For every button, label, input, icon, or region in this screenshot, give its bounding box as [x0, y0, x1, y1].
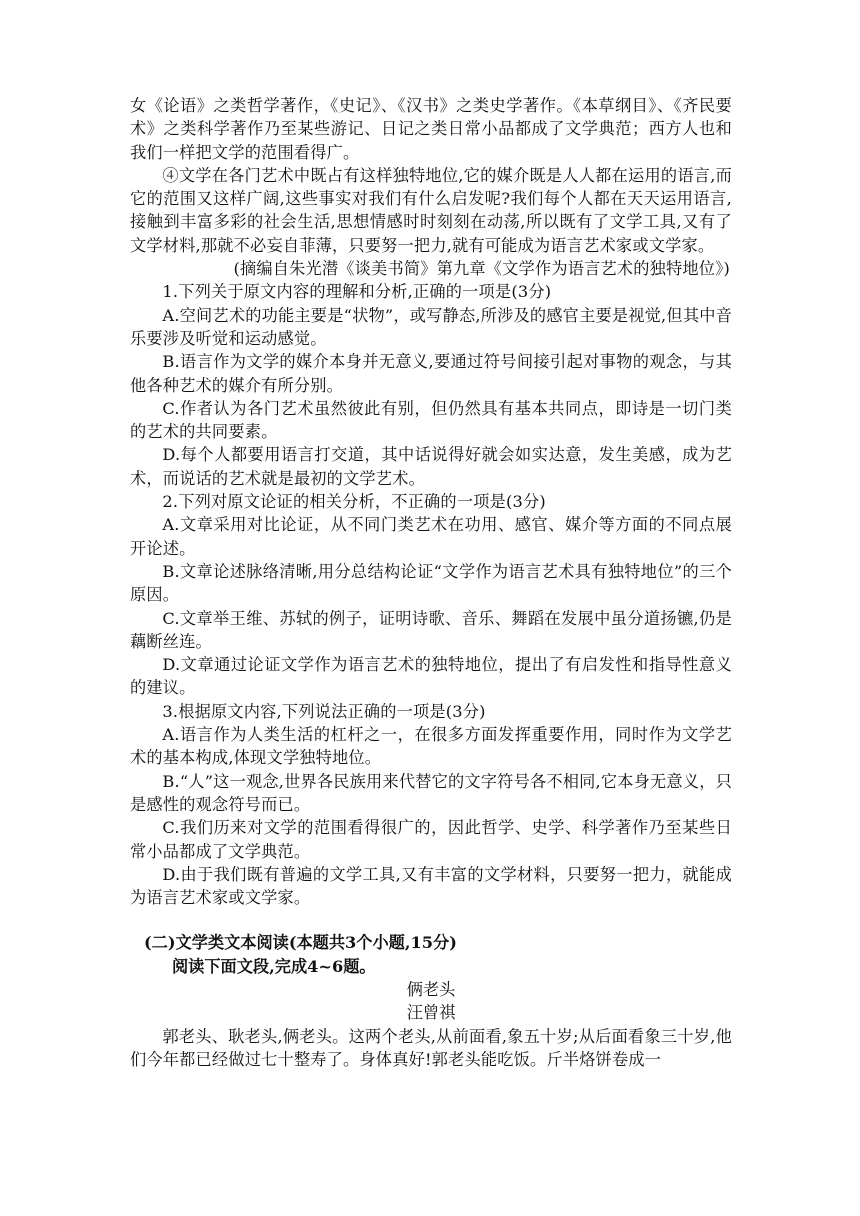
question-2-stem: 2.下列对原文论证的相关分析，不正确的一项是(3分): [162, 492, 546, 512]
story-author: 汪曾祺: [406, 1003, 456, 1023]
question-1-option-c: C.作者认为各门艺术虽然彼此有别，但仍然具有基本共同点，即诗是一切门类的艺术的共同要素。: [130, 398, 732, 442]
question-1-option-b: B.语言作为文学的媒介本身并无意义,要通过符号间接引起对事物的观念，与其他各种艺术的媒介有所分别。: [130, 352, 732, 395]
passage-source: (摘编自朱光潜《谈美书简》第九章《文学作为语言艺术的独特地位》): [233, 259, 730, 279]
question-3-option-d: D.由于我们既有普遍的文学工具,又有丰富的文学材料，只要努一把力，就能成为语言艺术家或文学家。: [130, 864, 732, 908]
question-1-option-a: A.空间艺术的功能主要是“状物”，或写静态,所涉及的感官主要是视觉,但其中音乐要涉及听觉和运动感觉。: [130, 305, 732, 348]
question-2-option-d: D.文章通过论证文学作为语言艺术的独特地位，提出了有启发性和指导性意义的建议。: [130, 655, 732, 698]
question-2-option-a: A.文章采用对比论证，从不同门类艺术在功用、感官、媒介等方面的不同点展开论述。: [130, 515, 732, 558]
question-3-stem: 3.根据原文内容,下列说法正确的一项是(3分): [162, 701, 486, 721]
passage-paragraph-4: ④文学在各门艺术中既占有这样独特地位,它的媒介既是人人都在运用的语言,而它的范围又这样广阔,这些事实对我们有什么启发呢?我们每个人都在天天运用语言,接触到丰富多彩的社会生活,思想情感时时刻刻在动荡,所以既有了文学工具,又有了文学材料,那就不必妄自菲薄，只要努一把力,就有可能成为语言艺术家或文学家。: [130, 165, 732, 255]
question-3-option-a: A.语言作为人类生活的杠杆之一，在很多方面发挥重要作用，同时作为文学艺术的基本构成,体现文学独特地位。: [130, 725, 732, 768]
story-title: 俩老头: [406, 979, 456, 999]
section-2-heading: (二)文学类文本阅读(本题共3个小题,15分): [144, 933, 457, 953]
section-2-instruction: 阅读下面文段,完成4~6题。: [172, 956, 376, 976]
question-2-option-c: C.文章举王维、苏轼的例子，证明诗歌、音乐、舞蹈在发展中虽分道扬镳,仍是藕断丝连。: [130, 608, 732, 651]
question-1-option-d: D.每个人都要用语言打交道，其中话说得好就会如实达意，发生美感，成为艺术，而说话的艺术就是最初的文学艺术。: [130, 445, 732, 488]
question-3-option-b: B.“人”这一观念,世界各民族用来代替它的文字符号各不相同,它本身无意义，只是感性的观念符号而已。: [130, 771, 732, 814]
section-spacer: [130, 909, 732, 931]
story-body: 郭老头、耿老头,俩老头。这两个老头,从前面看,象五十岁;从后面看象三十岁,他们今年都已经做过七十整寿了。身体真好!郭老头能吃饭。斤半烙饼卷成一: [130, 1026, 732, 1069]
question-2-option-b: B.文章论述脉络清晰,用分总结构论证“文学作为语言艺术具有独特地位”的三个原因。: [130, 561, 732, 605]
passage-continuation: 女《论语》之类哲学著作，《史记》、《汉书》之类史学著作。《本草纲目》、《齐民要术》之类科学著作乃至某些游记、日记之类日常小品都成了文学典范；西方人也和我们一样把文学的范围看得广。: [130, 96, 732, 162]
question-1-stem: 1.下列关于原文内容的理解和分析,正确的一项是(3分): [162, 282, 552, 302]
question-3-option-c: C.我们历来对文学的范围看得很广的，因此哲学、史学、科学著作乃至某些日常小品都成了文学典范。: [130, 818, 732, 861]
